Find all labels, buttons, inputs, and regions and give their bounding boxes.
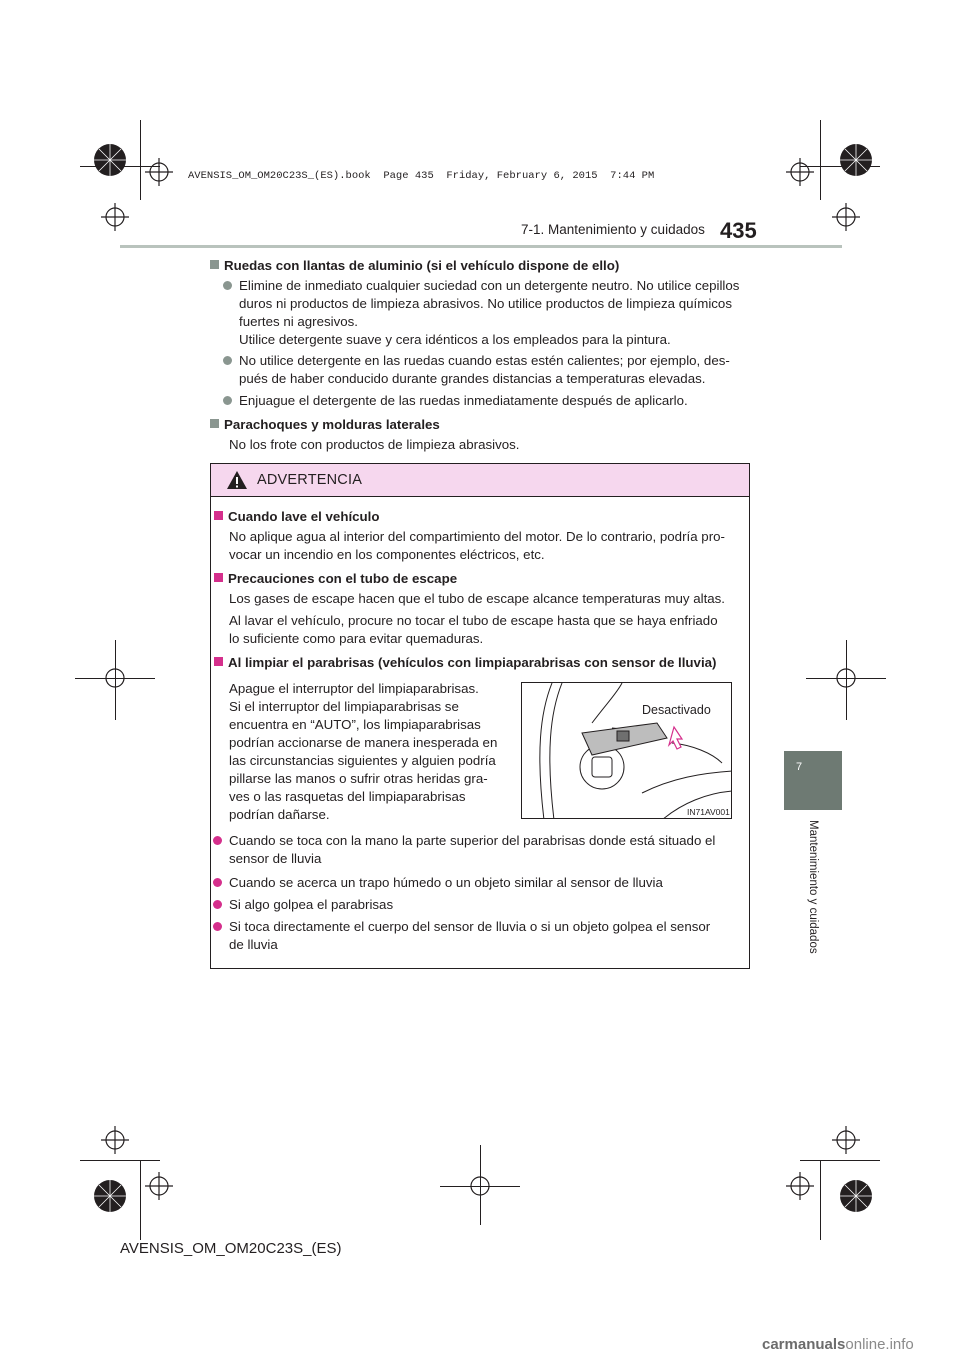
section-title: 7-1. Mantenimiento y cuidados [521,222,705,237]
square-bullet-icon [214,573,223,582]
warning-exhaust-p2: Al lavar el vehículo, procure no tocar el tubo de escape hasta que se haya enfriado lo suficiente como para evitar quemaduras. [229,613,718,646]
watermark[interactable] [762,1336,914,1353]
figure-label-off: Desactivado [642,703,711,717]
warning-windshield-text: Apague el interruptor del limpiaparabrisas. Si el interruptor del limpiaparabrisas se encuentra en “AUTO”, los limpiaparabrisas podrían accionarse de manera inesperada en las circunstancias siguientes y alguien podría pillarse las manos o sufrir otras heridas gra- ves o las rasquetas del limpiaparabrisas podrían dañarse. [229,681,498,822]
bullet-icon [213,878,222,887]
bullet-icon [223,356,232,365]
warning-triangle-icon [226,470,248,490]
heading-bumpers: Parachoques y molduras laterales [210,416,440,434]
bullet-icon [213,922,222,931]
bumpers-text: No los frote con productos de limpieza abrasivos. [229,437,520,452]
chapter-label [806,820,822,975]
bullet-icon [213,836,222,845]
list-item: Enjuague el detergente de las ruedas inmediatamente después de aplicarlo. [223,392,744,410]
chapter-label-text: Mantenimiento y cuidados [807,820,819,954]
bullet-icon [223,281,232,290]
wiper-switch-figure [521,682,732,819]
bullet-icon [213,900,222,909]
warning-heading-wash: Cuando lave el vehículo [214,508,379,526]
warning-wash-text: No aplique agua al interior del compartimiento del motor. De lo contrario, podría pro- vocar un incendio en los componentes eléctricos, etc. [229,529,725,562]
list-item: Cuando se acerca un trapo húmedo o un objeto similar al sensor de lluvia [213,874,744,892]
chapter-number: 7 [795,761,803,773]
book-stamp: AVENSIS_OM_OM20C23S_(ES).book Page 435 Friday, February 6, 2015 7:44 PM [188,170,655,182]
document-id: AVENSIS_OM_OM20C23S_(ES) [120,1240,342,1257]
watermark-domain: online.info [845,1336,914,1353]
warning-header [211,464,749,497]
square-bullet-icon [214,511,223,520]
warning-heading-windshield: Al limpiar el parabrisas (vehículos con limpiaparabrisas con sensor de lluvia) [214,654,716,672]
list-item: Cuando se toca con la mano la parte superior del parabrisas donde está situado el sensor de lluvia [213,832,744,868]
square-bullet-icon [210,260,219,269]
warning-exhaust-p1: Los gases de escape hacen que el tubo de escape alcance temperaturas muy altas. [229,591,725,606]
warning-heading-exhaust: Precauciones con el tubo de escape [214,570,457,588]
list-item: Si algo golpea el parabrisas [213,896,744,914]
list-item: Si toca directamente el cuerpo del sensor de lluvia o si un objeto golpea el sensor de lluvia [213,918,744,954]
watermark-brand: carmanuals [762,1336,846,1353]
list-item: Elimine de inmediato cualquier suciedad con un detergente neutro. No utilice cepillos duros ni productos de limpieza abrasivos. No utilice productos de limpieza químicos fuertes ni agresivos. Utilice detergente suave y cera idénticos a los empleados para la pintura. [223,277,744,349]
header-rule [120,245,842,248]
bullet-icon [223,396,232,405]
square-bullet-icon [210,419,219,428]
page-number: 435 [720,218,757,243]
square-bullet-icon [214,657,223,666]
chapter-tab[interactable] [784,751,842,810]
list-item: No utilice detergente en las ruedas cuando estas estén calientes; por ejemplo, des- pués de haber conducido durante grandes distancias a temperaturas elevadas. [223,352,744,388]
heading-wheels: Ruedas con llantas de aluminio (si el vehículo dispone de ello) [210,257,619,275]
warning-title: ADVERTENCIA [257,472,363,488]
figure-code: IN71AV001 [687,807,730,817]
